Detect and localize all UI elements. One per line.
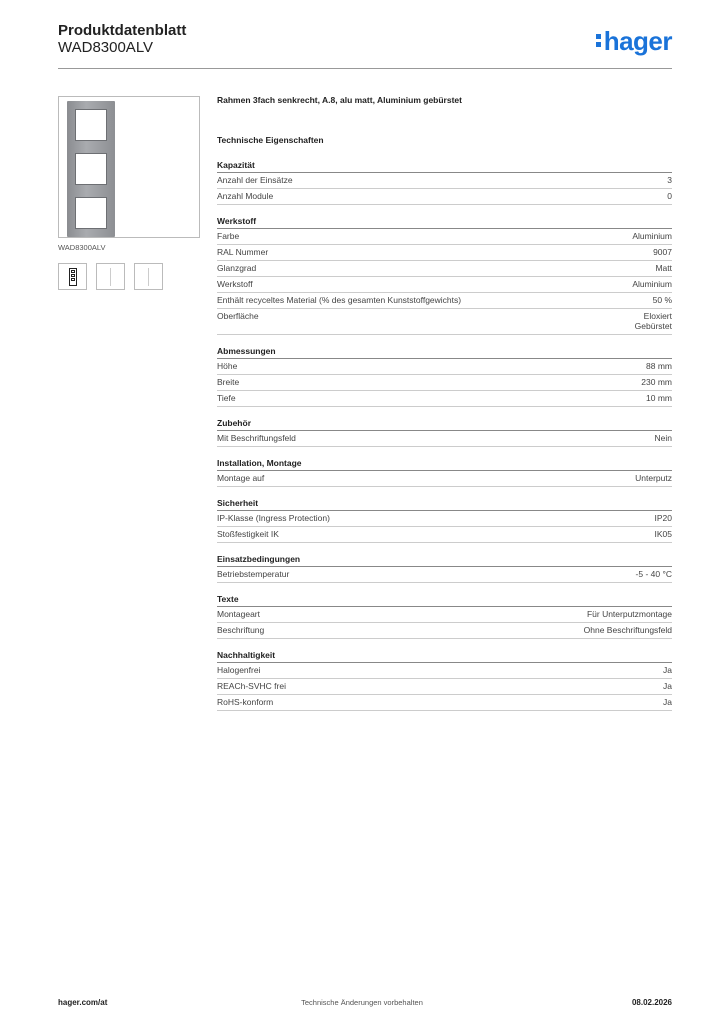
property-label: Stoßfestigkeit IK (217, 529, 279, 539)
section-title: Abmessungen (217, 346, 672, 359)
product-code: WAD8300ALV (58, 39, 154, 56)
property-row (217, 391, 672, 407)
property-label: Farbe (217, 231, 240, 241)
property-label: Glanzgrad (217, 263, 257, 273)
property-row (217, 607, 672, 623)
property-value: Unterputz (635, 473, 672, 483)
tech-properties-title: Technische Eigenschaften (217, 135, 324, 145)
logo-text: hager (603, 26, 672, 56)
property-label: RoHS-konform (217, 697, 274, 707)
property-label: IP-Klasse (Ingress Protection) (217, 513, 330, 523)
property-label: REACh-SVHC frei (217, 681, 286, 691)
property-row (217, 623, 672, 639)
property-label: Höhe (217, 361, 238, 371)
section-title: Einsatzbedingungen (217, 554, 672, 567)
property-label: Montage auf (217, 473, 265, 483)
property-row (217, 663, 672, 679)
footer-website[interactable]: hager.com/at (58, 998, 108, 1007)
property-row (217, 261, 672, 277)
property-value: 50 % (652, 295, 672, 305)
property-row (217, 375, 672, 391)
property-label: Tiefe (217, 393, 236, 403)
product-name: Rahmen 3fach senkrecht, A.8, alu matt, Aluminium gebürstet (217, 95, 462, 105)
frame-symbol-icon (69, 268, 77, 286)
property-row (217, 567, 672, 583)
footer-date: 08.02.2026 (631, 998, 672, 1007)
section-title: Werkstoff (217, 216, 672, 229)
property-row (217, 359, 672, 375)
property-row (217, 309, 672, 335)
section-title: Texte (217, 594, 672, 607)
frame-slot (75, 109, 107, 141)
property-value: Ohne Beschriftungsfeld (583, 625, 672, 635)
property-value: 230 mm (641, 377, 672, 387)
property-value: Eloxiert Gebürstet (634, 311, 672, 331)
product-image[interactable] (58, 96, 200, 238)
property-value: 3 (667, 175, 672, 185)
image-thumbnails (58, 263, 163, 290)
property-row (217, 189, 672, 205)
property-label: Mit Beschriftungsfeld (217, 433, 296, 443)
property-value: Nein (654, 433, 672, 443)
property-value: 0 (667, 191, 672, 201)
property-label: Montageart (217, 609, 260, 619)
property-row (217, 229, 672, 245)
property-row (217, 277, 672, 293)
header-divider (58, 68, 672, 69)
hager-logo (596, 26, 672, 57)
property-value: 10 mm (646, 393, 672, 403)
property-value: Aluminium (632, 231, 672, 241)
property-value: Matt (655, 263, 672, 273)
property-value: Aluminium (632, 279, 672, 289)
property-value: 9007 (653, 247, 672, 257)
property-row (217, 173, 672, 189)
property-value: IK05 (654, 529, 672, 539)
property-label: Oberfläche (217, 311, 259, 321)
property-row (217, 471, 672, 487)
property-label: Anzahl der Einsätze (217, 175, 293, 185)
document-header (58, 22, 186, 57)
property-row (217, 293, 672, 309)
property-label: Halogenfrei (217, 665, 261, 675)
property-label: Breite (217, 377, 240, 387)
property-value: Ja (663, 697, 672, 707)
property-label: Betriebstemperatur (217, 569, 290, 579)
thumbnail-front[interactable] (58, 263, 87, 290)
datasheet-content (217, 95, 672, 711)
property-label: RAL Nummer (217, 247, 269, 257)
property-value: Ja (663, 681, 672, 691)
section-title: Kapazität (217, 160, 672, 173)
footer-note: Technische Änderungen vorbehalten (301, 998, 423, 1007)
property-label: Werkstoff (217, 279, 253, 289)
property-value: 88 mm (646, 361, 672, 371)
document-title: Produktdatenblatt (58, 22, 187, 39)
property-value: Für Unterputzmontage (586, 609, 672, 619)
property-label: Anzahl Module (217, 191, 274, 201)
property-row (217, 511, 672, 527)
property-label: Enthält recyceltes Material (% des gesamten Kunststoffgewichts) (217, 295, 462, 305)
logo-dots-icon (596, 34, 602, 50)
property-row (217, 527, 672, 543)
section-title: Sicherheit (217, 498, 672, 511)
properties-sections (217, 160, 672, 711)
frame-slot (75, 153, 107, 185)
property-value: IP20 (654, 513, 672, 523)
frame-slot (75, 197, 107, 229)
property-row (217, 679, 672, 695)
property-value: -5 - 40 °C (635, 569, 672, 579)
property-row (217, 245, 672, 261)
section-title: Nachhaltigkeit (217, 650, 672, 663)
section-title: Installation, Montage (217, 458, 672, 471)
thumbnail-side-2[interactable] (134, 263, 163, 290)
image-caption: WAD8300ALV (58, 243, 106, 252)
property-value: Ja (663, 665, 672, 675)
triple-frame-image (67, 101, 115, 237)
property-label: Beschriftung (217, 625, 265, 635)
property-row (217, 695, 672, 711)
property-row (217, 431, 672, 447)
thumbnail-side[interactable] (96, 263, 125, 290)
section-title: Zubehör (217, 418, 672, 431)
